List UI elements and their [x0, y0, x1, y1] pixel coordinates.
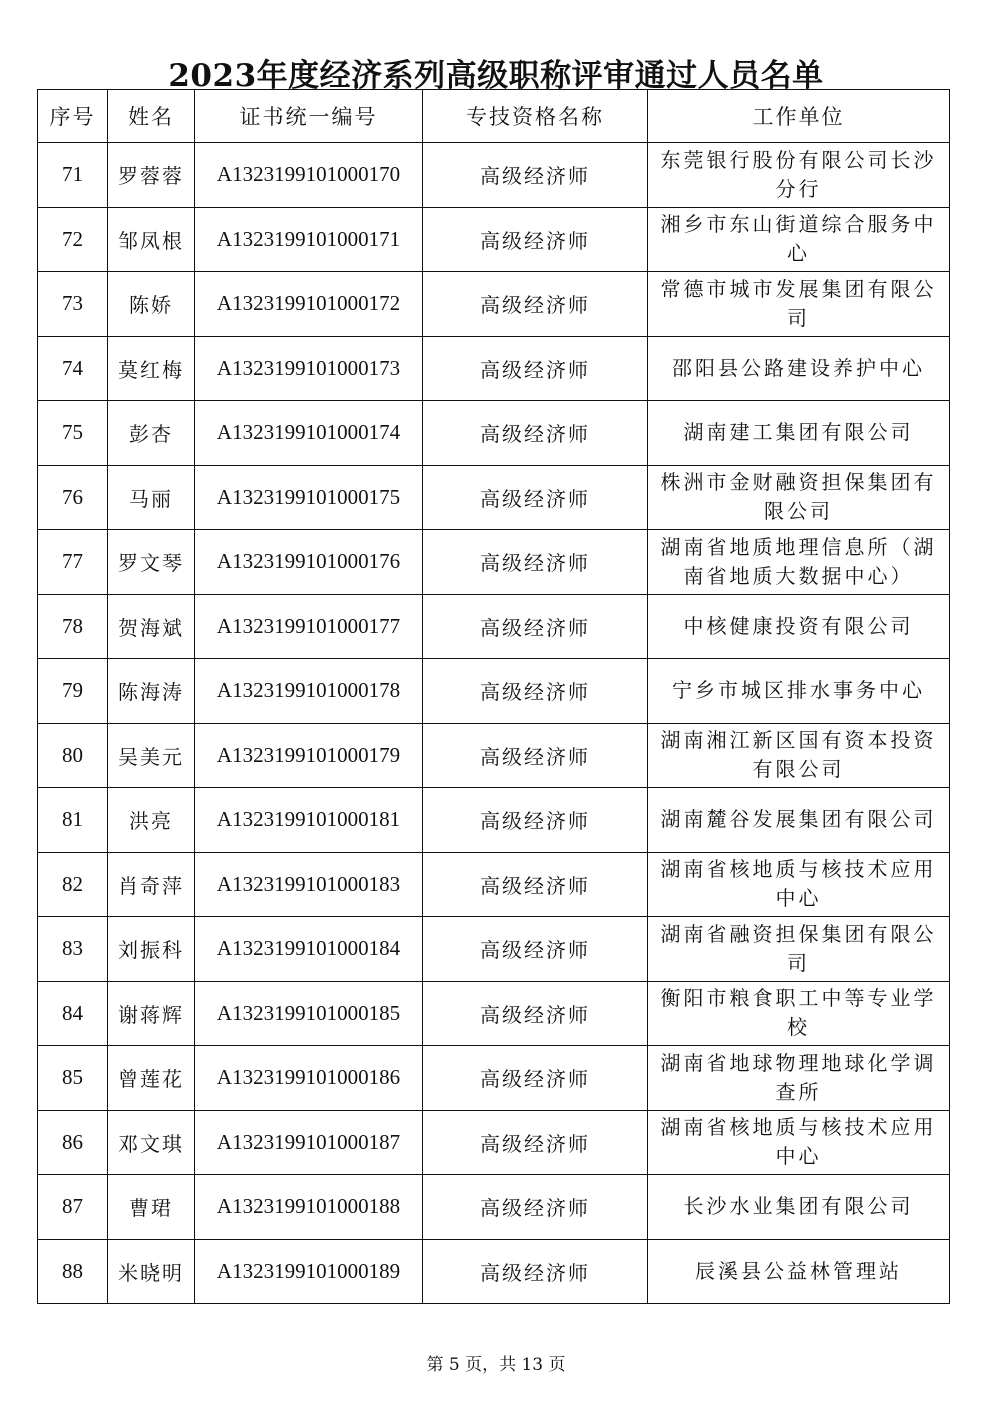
- cell-qual: 高级经济师: [423, 852, 648, 917]
- table-row: [38, 981, 950, 1046]
- cell-unit: 湖南建工集团有限公司: [648, 401, 950, 466]
- cell-name: 马丽: [108, 465, 195, 530]
- cell-qual: 高级经济师: [423, 272, 648, 337]
- table-row: [38, 272, 950, 337]
- cell-unit: 长沙水业集团有限公司: [648, 1175, 950, 1240]
- cell-seq: 80: [38, 723, 108, 788]
- cell-qual: 高级经济师: [423, 530, 648, 595]
- cell-qual: 高级经济师: [423, 659, 648, 724]
- table-row: [38, 143, 950, 208]
- header-seq: 序号: [38, 90, 108, 143]
- cell-name: 吴美元: [108, 723, 195, 788]
- cell-name: 罗文琴: [108, 530, 195, 595]
- cell-cert: A1323199101000184: [195, 917, 423, 982]
- table-row: [38, 401, 950, 466]
- cell-seq: 88: [38, 1239, 108, 1304]
- cell-name: 洪亮: [108, 788, 195, 853]
- cell-seq: 84: [38, 981, 108, 1046]
- cell-unit: 常德市城市发展集团有限公司: [648, 272, 950, 337]
- cell-cert: A1323199101000186: [195, 1046, 423, 1111]
- cell-name: 谢蒋辉: [108, 981, 195, 1046]
- table-row: [38, 465, 950, 530]
- cell-seq: 85: [38, 1046, 108, 1111]
- cell-name: 刘振科: [108, 917, 195, 982]
- cell-qual: 高级经济师: [423, 788, 648, 853]
- cell-seq: 76: [38, 465, 108, 530]
- cell-name: 彭杏: [108, 401, 195, 466]
- cell-name: 肖奇萍: [108, 852, 195, 917]
- cell-unit: 湖南省地球物理地球化学调查所: [648, 1046, 950, 1111]
- cell-cert: A1323199101000188: [195, 1175, 423, 1240]
- table-row: [38, 723, 950, 788]
- cell-name: 陈海涛: [108, 659, 195, 724]
- cell-seq: 74: [38, 336, 108, 401]
- cell-name: 米晓明: [108, 1239, 195, 1304]
- cell-unit: 湖南省融资担保集团有限公司: [648, 917, 950, 982]
- cell-seq: 71: [38, 143, 108, 208]
- cell-qual: 高级经济师: [423, 981, 648, 1046]
- cell-qual: 高级经济师: [423, 465, 648, 530]
- header-qual: 专技资格名称: [423, 90, 648, 143]
- cell-name: 陈娇: [108, 272, 195, 337]
- cell-unit: 湖南麓谷发展集团有限公司: [648, 788, 950, 853]
- cell-name: 曹珺: [108, 1175, 195, 1240]
- cell-seq: 79: [38, 659, 108, 724]
- cell-name: 邓文琪: [108, 1110, 195, 1175]
- cell-cert: A1323199101000176: [195, 530, 423, 595]
- cell-cert: A1323199101000173: [195, 336, 423, 401]
- cell-name: 邹凤根: [108, 207, 195, 272]
- page-number-footer: 第 5 页，共 13 页: [426, 1355, 566, 1375]
- cell-seq: 72: [38, 207, 108, 272]
- table-row: [38, 1239, 950, 1304]
- cell-qual: 高级经济师: [423, 594, 648, 659]
- cell-name: 罗蓉蓉: [108, 143, 195, 208]
- cell-cert: A1323199101000183: [195, 852, 423, 917]
- cell-name: 莫红梅: [108, 336, 195, 401]
- cell-seq: 81: [38, 788, 108, 853]
- cell-unit: 株洲市金财融资担保集团有限公司: [648, 465, 950, 530]
- cell-unit: 衡阳市粮食职工中等专业学校: [648, 981, 950, 1046]
- cell-unit: 湖南省核地质与核技术应用中心: [648, 852, 950, 917]
- cell-cert: A1323199101000181: [195, 788, 423, 853]
- cell-cert: A1323199101000187: [195, 1110, 423, 1175]
- cell-unit: 中核健康投资有限公司: [648, 594, 950, 659]
- cell-unit: 湖南省地质地理信息所（湖南省地质大数据中心）: [648, 530, 950, 595]
- cell-unit: 东莞银行股份有限公司长沙分行: [648, 143, 950, 208]
- table-header-row: [38, 90, 950, 143]
- cell-qual: 高级经济师: [423, 143, 648, 208]
- cell-seq: 78: [38, 594, 108, 659]
- cell-unit: 湖南省核地质与核技术应用中心: [648, 1110, 950, 1175]
- table-row: [38, 659, 950, 724]
- cell-qual: 高级经济师: [423, 401, 648, 466]
- table-row: [38, 530, 950, 595]
- header-cert: 证书统一编号: [195, 90, 423, 143]
- cell-cert: A1323199101000179: [195, 723, 423, 788]
- cell-cert: A1323199101000189: [195, 1239, 423, 1304]
- cell-unit: 湖南湘江新区国有资本投资有限公司: [648, 723, 950, 788]
- cell-seq: 75: [38, 401, 108, 466]
- table-row: [38, 207, 950, 272]
- cell-qual: 高级经济师: [423, 917, 648, 982]
- document-title: 2023年度经济系列高级职称评审通过人员名单: [168, 58, 824, 94]
- table-row: [38, 788, 950, 853]
- cell-unit: 湘乡市东山街道综合服务中心: [648, 207, 950, 272]
- cell-cert: A1323199101000171: [195, 207, 423, 272]
- cell-qual: 高级经济师: [423, 1046, 648, 1111]
- table-row: [38, 1175, 950, 1240]
- cell-seq: 83: [38, 917, 108, 982]
- personnel-table: [37, 89, 950, 1304]
- table-row: [38, 1046, 950, 1111]
- cell-name: 贺海斌: [108, 594, 195, 659]
- cell-cert: A1323199101000178: [195, 659, 423, 724]
- cell-unit: 邵阳县公路建设养护中心: [648, 336, 950, 401]
- table-row: [38, 1110, 950, 1175]
- table-row: [38, 336, 950, 401]
- cell-name: 曾莲花: [108, 1046, 195, 1111]
- cell-seq: 86: [38, 1110, 108, 1175]
- cell-unit: 辰溪县公益林管理站: [648, 1239, 950, 1304]
- header-name: 姓名: [108, 90, 195, 143]
- cell-seq: 82: [38, 852, 108, 917]
- cell-qual: 高级经济师: [423, 207, 648, 272]
- table-row: [38, 852, 950, 917]
- cell-qual: 高级经济师: [423, 336, 648, 401]
- cell-cert: A1323199101000174: [195, 401, 423, 466]
- header-unit: 工作单位: [648, 90, 950, 143]
- cell-seq: 77: [38, 530, 108, 595]
- cell-seq: 73: [38, 272, 108, 337]
- cell-qual: 高级经济师: [423, 1175, 648, 1240]
- cell-seq: 87: [38, 1175, 108, 1240]
- cell-qual: 高级经济师: [423, 1110, 648, 1175]
- cell-cert: A1323199101000175: [195, 465, 423, 530]
- cell-qual: 高级经济师: [423, 1239, 648, 1304]
- cell-unit: 宁乡市城区排水事务中心: [648, 659, 950, 724]
- table-row: [38, 917, 950, 982]
- cell-qual: 高级经济师: [423, 723, 648, 788]
- cell-cert: A1323199101000172: [195, 272, 423, 337]
- table-row: [38, 594, 950, 659]
- cell-cert: A1323199101000177: [195, 594, 423, 659]
- cell-cert: A1323199101000170: [195, 143, 423, 208]
- cell-cert: A1323199101000185: [195, 981, 423, 1046]
